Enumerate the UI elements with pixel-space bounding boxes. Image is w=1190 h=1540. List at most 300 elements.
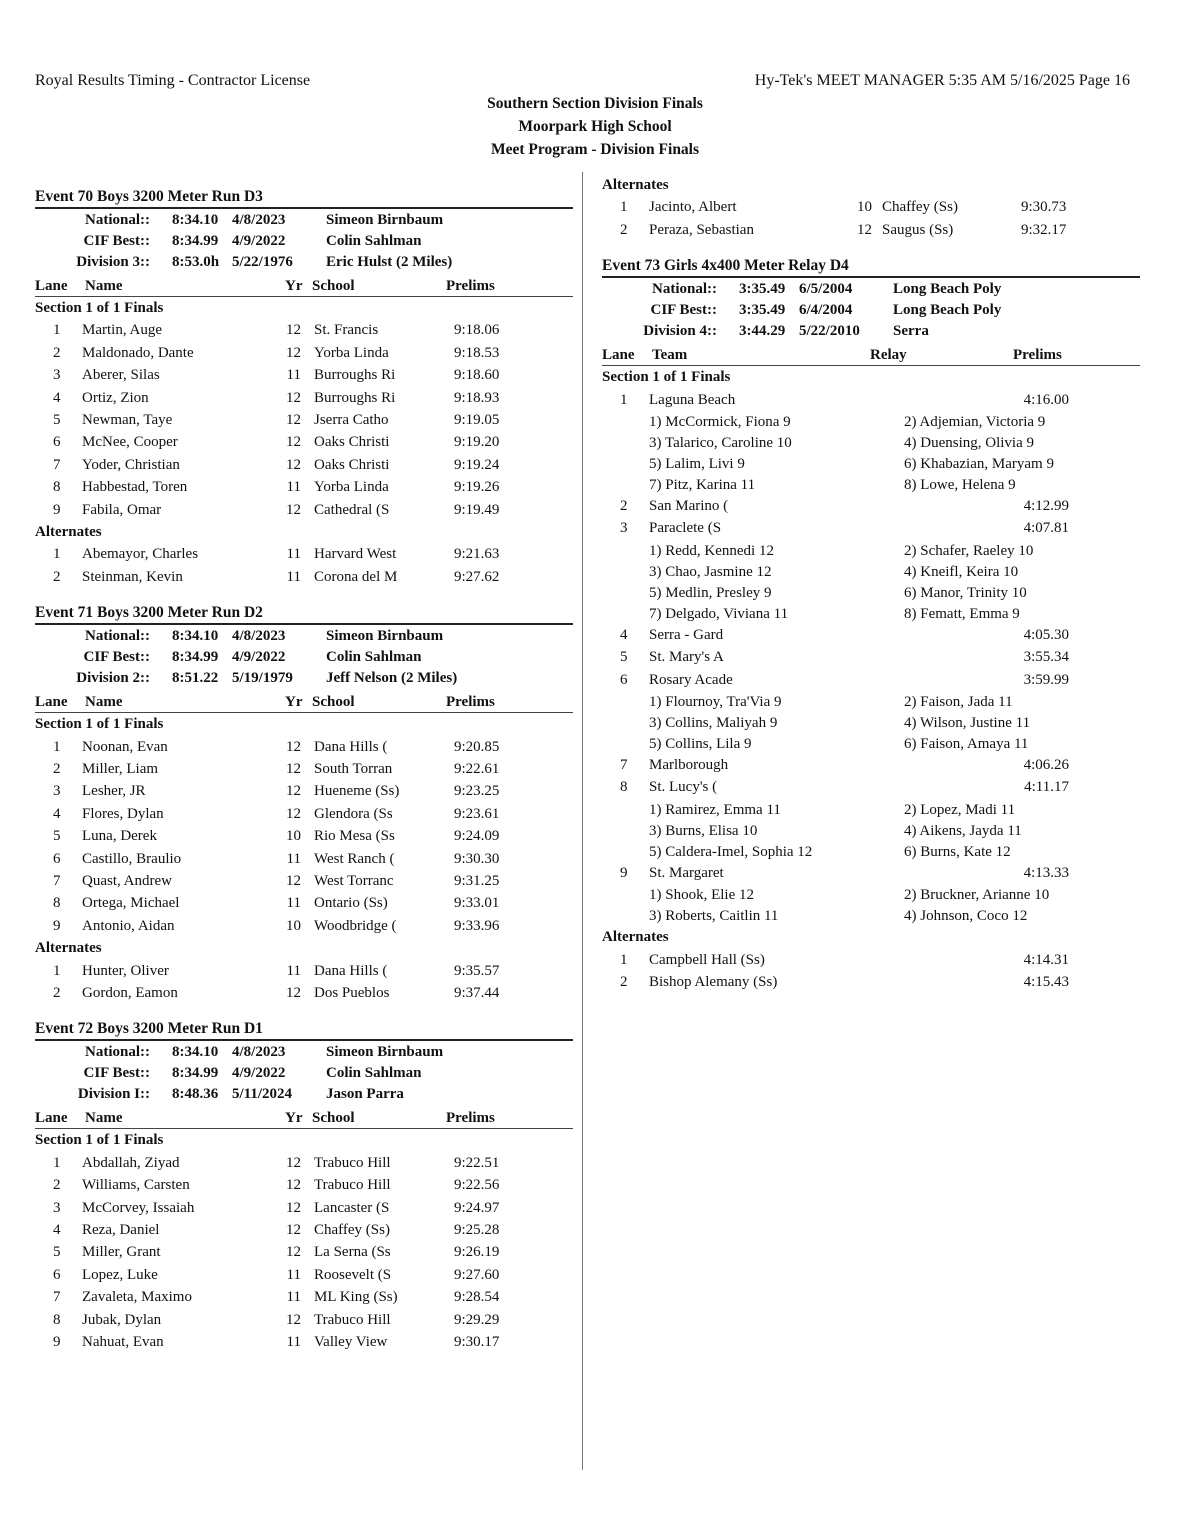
prelim-time: 4:05.30 <box>1023 626 1069 643</box>
team-name: St. Mary's A <box>649 649 724 666</box>
athlete-year: 12 <box>286 873 301 889</box>
athlete-year: 10 <box>857 199 872 216</box>
athlete-name: Peraza, Sebastian <box>649 221 754 238</box>
athlete-year: 12 <box>286 389 301 406</box>
header-rule <box>35 712 573 713</box>
relay-leg: 2) Schafer, Raeley 10 <box>904 542 1034 559</box>
record-date: 4/9/2022 <box>232 649 286 666</box>
record-label: Division 4:: <box>643 323 717 340</box>
prelim-time: 9:18.06 <box>454 322 500 339</box>
school-header: School <box>312 278 355 294</box>
school-name: Chaffey (Ss) <box>314 1222 390 1238</box>
athlete-year: 12 <box>286 1244 301 1261</box>
relay-header: Relay <box>870 347 907 364</box>
team-name: Campbell Hall (Ss) <box>649 951 765 968</box>
athlete-name: Ortiz, Zion <box>82 389 149 406</box>
prelim-time: 9:35.57 <box>454 962 500 979</box>
athlete-year: 12 <box>286 501 301 518</box>
relay-leg: 2) Lopez, Madi 11 <box>904 801 1016 818</box>
record-time: 3:35.49 <box>739 302 786 319</box>
lane-number: 1 <box>53 322 61 339</box>
prelim-time: 9:22.51 <box>454 1154 500 1171</box>
header-rule <box>35 1128 573 1129</box>
athlete-name: Aberer, Silas <box>82 367 160 384</box>
athlete-name: Abemayor, Charles <box>82 546 199 563</box>
school-name: Burroughs Ri <box>314 367 396 384</box>
lane-header: Lane <box>35 694 68 711</box>
lane-number: 5 <box>620 649 628 666</box>
prelim-time: 9:33.01 <box>454 895 500 912</box>
record-time: 8:34.99 <box>172 649 219 666</box>
prelim-time: 4:12.99 <box>1023 498 1069 514</box>
prelim-time: 9:26.19 <box>454 1244 500 1261</box>
school-name: Oaks Christi <box>314 434 390 451</box>
record-date: 5/19/1979 <box>232 670 293 687</box>
relay-leg: 1) McCormick, Fiona 9 <box>649 414 791 430</box>
lane-number: 2 <box>620 221 628 238</box>
school-name: Trabuco Hill <box>314 1177 391 1194</box>
relay-leg: 1) Redd, Kennedi 12 <box>649 542 774 559</box>
prelims-header: Prelims <box>446 278 495 294</box>
record-date: 4/8/2023 <box>232 212 286 228</box>
lane-number: 2 <box>620 974 628 990</box>
prelim-time: 4:11.17 <box>1024 779 1069 796</box>
school-name: St. Francis <box>314 322 379 339</box>
team-name: Bishop Alemany (Ss) <box>649 974 778 990</box>
team-name: San Marino ( <box>649 498 729 514</box>
team-name: St. Lucy's ( <box>649 779 718 796</box>
athlete-name: Maldonado, Dante <box>82 344 194 361</box>
school-name: Chaffey (Ss) <box>882 199 958 216</box>
relay-leg: 3) Burns, Elisa 10 <box>649 822 758 839</box>
record-label: National:: <box>652 281 717 298</box>
school-name: ML King (Ss) <box>314 1289 398 1306</box>
team-name: Marlborough <box>649 757 729 773</box>
school-name: Valley View <box>314 1334 388 1350</box>
header-rule <box>602 365 1140 366</box>
record-time: 8:34.99 <box>172 1065 219 1082</box>
lane-number: 6 <box>53 1266 61 1283</box>
athlete-name: Yoder, Christian <box>82 456 180 473</box>
lane-number: 9 <box>53 917 61 934</box>
school-name: Burroughs Ri <box>314 389 396 406</box>
school-name: West Torranc <box>314 873 394 889</box>
team-name: St. Margaret <box>649 864 724 881</box>
record-holder: Eric Hulst (2 Miles) <box>326 254 453 270</box>
relay-leg: 4) Wilson, Justine 11 <box>904 715 1031 731</box>
school-name: Harvard West <box>314 546 397 563</box>
lane-number: 8 <box>53 479 61 496</box>
relay-leg: 8) Lowe, Helena 9 <box>904 477 1016 493</box>
record-holder: Long Beach Poly <box>893 302 1002 319</box>
alternates-label: Alternates <box>602 929 669 946</box>
school-name: Trabuco Hill <box>314 1154 391 1171</box>
alternates-label: Alternates <box>35 940 102 957</box>
school-name: Woodbridge ( <box>314 917 397 934</box>
event-rule <box>35 207 573 209</box>
alternates-label: Alternates <box>602 177 669 193</box>
record-time: 8:48.36 <box>172 1086 219 1103</box>
record-label: National:: <box>85 212 150 228</box>
athlete-year: 12 <box>286 1222 301 1238</box>
relay-leg: 2) Bruckner, Arianne 10 <box>904 887 1050 904</box>
prelim-time: 9:23.61 <box>454 805 500 822</box>
lane-number: 4 <box>53 805 61 822</box>
school-name: Oaks Christi <box>314 456 390 473</box>
team-name: Paraclete (S <box>649 520 722 537</box>
lane-number: 2 <box>53 344 61 361</box>
athlete-year: 11 <box>286 568 301 585</box>
lane-number: 6 <box>53 434 61 451</box>
prelim-time: 9:18.93 <box>454 389 500 406</box>
school-name: Glendora (Ss <box>314 805 393 822</box>
prelim-time: 9:33.96 <box>454 917 500 934</box>
athlete-name: Lesher, JR <box>82 783 146 800</box>
lane-number: 2 <box>53 568 61 585</box>
prelim-time: 3:55.34 <box>1023 649 1069 666</box>
athlete-name: Habbestad, Toren <box>82 479 188 496</box>
athlete-year: 12 <box>286 985 301 1001</box>
athlete-name: Nahuat, Evan <box>82 1334 164 1350</box>
lane-number: 7 <box>53 456 61 473</box>
lane-number: 8 <box>620 779 628 796</box>
relay-leg: 6) Burns, Kate 12 <box>904 843 1011 860</box>
lane-number: 3 <box>53 1199 61 1216</box>
team-name: Serra - Gard <box>649 626 724 643</box>
athlete-name: Gordon, Eamon <box>82 985 178 1001</box>
athlete-year: 12 <box>286 805 301 822</box>
relay-leg: 7) Pitz, Karina 11 <box>649 477 756 493</box>
athlete-year: 12 <box>286 434 301 451</box>
lane-number: 1 <box>620 391 628 408</box>
record-holder: Jeff Nelson (2 Miles) <box>326 670 458 687</box>
team-name: Rosary Acade <box>649 671 733 688</box>
prelims-header: Prelims <box>1013 347 1062 364</box>
lane-number: 4 <box>53 389 61 406</box>
name-header: Name <box>85 694 123 711</box>
athlete-name: McNee, Cooper <box>82 434 178 451</box>
relay-leg: 5) Collins, Lila 9 <box>649 736 752 752</box>
athlete-year: 12 <box>857 221 872 238</box>
lane-number: 4 <box>53 1222 61 1238</box>
relay-leg: 6) Khabazian, Maryam 9 <box>904 456 1054 472</box>
relay-leg: 4) Duensing, Olivia 9 <box>904 435 1034 451</box>
prelim-time: 9:25.28 <box>454 1222 500 1238</box>
prelim-time: 9:18.60 <box>454 367 500 384</box>
school-name: Lancaster (S <box>314 1199 390 1216</box>
athlete-year: 11 <box>286 850 301 867</box>
record-holder: Colin Sahlman <box>326 233 422 249</box>
lane-number: 5 <box>53 828 61 845</box>
record-date: 4/9/2022 <box>232 1065 286 1082</box>
prelim-time: 9:27.60 <box>454 1266 500 1283</box>
athlete-name: Newman, Taye <box>82 412 173 428</box>
athlete-name: Antonio, Aidan <box>82 917 175 934</box>
column-divider <box>582 172 583 1470</box>
record-label: Division 2:: <box>76 670 150 687</box>
section-label: Section 1 of 1 Finals <box>35 716 164 733</box>
relay-leg: 3) Roberts, Caitlin 11 <box>649 908 779 925</box>
prelim-time: 9:19.26 <box>454 479 500 496</box>
prelim-time: 9:22.56 <box>454 1177 500 1194</box>
lane-number: 5 <box>53 1244 61 1261</box>
athlete-year: 12 <box>286 1311 301 1328</box>
athlete-name: Fabila, Omar <box>82 501 162 518</box>
event-title: Event 73 Girls 4x400 Meter Relay D4 <box>602 257 849 275</box>
relay-leg: 8) Fematt, Emma 9 <box>904 605 1020 622</box>
lane-header: Lane <box>35 1110 68 1127</box>
athlete-year: 11 <box>286 367 301 384</box>
lane-number: 7 <box>53 873 61 889</box>
school-name: Saugus (Ss) <box>882 221 954 238</box>
relay-leg: 1) Ramirez, Emma 11 <box>649 801 781 818</box>
record-label: CIF Best:: <box>83 1065 150 1082</box>
school-name: Ontario (Ss) <box>314 895 388 912</box>
lane-number: 7 <box>53 1289 61 1306</box>
relay-leg: 3) Collins, Maliyah 9 <box>649 715 778 731</box>
relay-leg: 4) Kneifl, Keira 10 <box>904 563 1019 580</box>
record-label: National:: <box>85 1044 150 1061</box>
prelim-time: 9:18.53 <box>454 344 500 361</box>
yr-header: Yr <box>285 278 303 294</box>
school-name: Cathedral (S <box>314 501 390 518</box>
school-name: South Torran <box>314 761 393 777</box>
athlete-year: 12 <box>286 322 301 339</box>
relay-leg: 2) Faison, Jada 11 <box>904 694 1013 710</box>
athlete-year: 12 <box>286 761 301 777</box>
athlete-name: Noonan, Evan <box>82 738 168 755</box>
record-label: Division 3:: <box>76 254 150 270</box>
prelim-time: 9:19.20 <box>454 434 500 451</box>
program-title: Meet Program - Division Finals <box>490 141 700 158</box>
prelim-time: 4:07.81 <box>1023 520 1069 537</box>
athlete-year: 10 <box>286 917 301 934</box>
record-time: 8:53.0h <box>172 254 220 270</box>
lane-number: 3 <box>620 520 628 537</box>
athlete-name: Quast, Andrew <box>82 873 172 889</box>
lane-header: Lane <box>602 347 635 364</box>
athlete-year: 12 <box>286 1154 301 1171</box>
school-name: Roosevelt (S <box>314 1266 392 1283</box>
record-holder: Serra <box>893 323 929 340</box>
athlete-name: Castillo, Braulio <box>82 850 182 867</box>
lane-number: 4 <box>620 626 628 643</box>
prelim-time: 9:19.49 <box>454 501 500 518</box>
athlete-year: 11 <box>286 1334 301 1350</box>
relay-leg: 6) Faison, Amaya 11 <box>904 736 1029 752</box>
record-holder: Colin Sahlman <box>326 1065 422 1082</box>
prelim-time: 9:30.30 <box>454 850 500 867</box>
lane-number: 9 <box>53 501 61 518</box>
prelim-time: 3:59.99 <box>1023 671 1069 688</box>
lane-number: 3 <box>53 367 61 384</box>
header-rule <box>35 296 573 297</box>
athlete-name: Miller, Liam <box>82 761 159 777</box>
event-title: Event 71 Boys 3200 Meter Run D2 <box>35 604 263 622</box>
name-header: Name <box>85 1110 123 1127</box>
section-label: Section 1 of 1 Finals <box>602 369 731 386</box>
record-holder: Simeon Birnbaum <box>326 212 444 228</box>
record-label: National:: <box>85 628 150 645</box>
record-holder: Simeon Birnbaum <box>326 1044 444 1061</box>
school-name: Dana Hills ( <box>314 962 388 979</box>
event-title: Event 70 Boys 3200 Meter Run D3 <box>35 188 263 205</box>
record-time: 3:44.29 <box>739 323 786 340</box>
lane-number: 1 <box>620 199 628 216</box>
athlete-year: 10 <box>286 828 301 845</box>
record-time: 3:35.49 <box>739 281 786 298</box>
prelim-time: 9:24.97 <box>454 1199 500 1216</box>
athlete-year: 12 <box>286 412 301 428</box>
relay-leg: 6) Manor, Trinity 10 <box>904 584 1027 601</box>
prelims-header: Prelims <box>446 1110 495 1127</box>
event-rule <box>35 1039 573 1041</box>
athlete-name: Zavaleta, Maximo <box>82 1289 192 1306</box>
relay-leg: 5) Medlin, Presley 9 <box>649 584 772 601</box>
name-header: Name <box>85 278 123 294</box>
license-label: Royal Results Timing - Contractor License <box>35 72 311 89</box>
school-name: Dos Pueblos <box>314 985 390 1001</box>
school-name: La Serna (Ss <box>314 1244 391 1261</box>
athlete-name: Steinman, Kevin <box>82 568 183 585</box>
school-name: Yorba Linda <box>314 479 389 496</box>
meet-title: Southern Section Division Finals <box>487 95 703 112</box>
lane-number: 9 <box>53 1334 61 1350</box>
record-date: 4/8/2023 <box>232 628 286 645</box>
prelim-time: 9:27.62 <box>454 568 500 585</box>
relay-leg: 4) Johnson, Coco 12 <box>904 908 1028 925</box>
prelim-time: 9:19.24 <box>454 456 500 473</box>
record-time: 8:51.22 <box>172 670 219 687</box>
event-rule <box>35 623 573 625</box>
school-name: Trabuco Hill <box>314 1311 391 1328</box>
record-label: Division I:: <box>77 1086 150 1103</box>
relay-leg: 1) Flournoy, Tra'Via 9 <box>649 694 782 710</box>
prelim-time: 9:22.61 <box>454 761 500 777</box>
prelim-time: 4:13.33 <box>1023 864 1069 881</box>
prelim-time: 4:06.26 <box>1023 757 1069 773</box>
relay-leg: 2) Adjemian, Victoria 9 <box>904 414 1046 430</box>
prelim-time: 9:30.17 <box>454 1334 500 1350</box>
record-label: CIF Best:: <box>83 649 150 666</box>
event-title: Event 72 Boys 3200 Meter Run D1 <box>35 1020 263 1038</box>
lane-number: 1 <box>620 951 628 968</box>
relay-leg: 1) Shook, Elie 12 <box>649 887 754 904</box>
record-date: 5/22/2010 <box>799 323 860 340</box>
lane-number: 1 <box>53 546 61 563</box>
school-name: Corona del M <box>314 568 398 585</box>
lane-number: 6 <box>620 671 628 688</box>
alternates-label: Alternates <box>35 524 102 540</box>
school-header: School <box>312 694 355 711</box>
record-label: CIF Best:: <box>83 233 150 249</box>
venue-title: Moorpark High School <box>518 118 672 135</box>
prelims-header: Prelims <box>446 694 495 711</box>
lane-number: 2 <box>53 761 61 777</box>
athlete-name: McCorvey, Issaiah <box>82 1199 195 1216</box>
record-holder: Jason Parra <box>326 1086 404 1103</box>
school-name: Yorba Linda <box>314 344 389 361</box>
record-label: CIF Best:: <box>650 302 717 319</box>
athlete-name: Lopez, Luke <box>82 1266 158 1283</box>
prelim-time: 4:16.00 <box>1023 391 1069 408</box>
athlete-name: Martin, Auge <box>82 322 162 339</box>
athlete-year: 12 <box>286 456 301 473</box>
record-date: 5/22/1976 <box>232 254 293 270</box>
lane-header: Lane <box>35 278 68 294</box>
athlete-year: 12 <box>286 344 301 361</box>
school-name: Hueneme (Ss) <box>314 783 400 800</box>
athlete-name: Williams, Carsten <box>82 1177 190 1194</box>
lane-number: 2 <box>53 985 61 1001</box>
relay-leg: 5) Caldera-Imel, Sophia 12 <box>649 843 813 860</box>
prelim-time: 9:23.25 <box>454 783 500 800</box>
record-date: 6/5/2004 <box>799 281 853 298</box>
record-holder: Simeon Birnbaum <box>326 628 444 645</box>
relay-leg: 5) Lalim, Livi 9 <box>649 456 745 472</box>
athlete-name: Reza, Daniel <box>82 1222 160 1238</box>
athlete-name: Hunter, Oliver <box>82 962 169 979</box>
prelim-time: 9:24.09 <box>454 828 500 845</box>
prelim-time: 9:29.29 <box>454 1311 500 1328</box>
athlete-year: 12 <box>286 783 301 800</box>
school-header: School <box>312 1110 355 1127</box>
record-date: 6/4/2004 <box>799 302 853 319</box>
school-name: Rio Mesa (Ss <box>314 828 395 845</box>
athlete-name: Luna, Derek <box>82 828 157 845</box>
prelim-time: 9:37.44 <box>454 985 500 1001</box>
lane-number: 2 <box>53 1177 61 1194</box>
prelim-time: 9:30.73 <box>1021 199 1067 216</box>
record-time: 8:34.10 <box>172 1044 219 1061</box>
athlete-year: 11 <box>286 895 301 912</box>
lane-number: 3 <box>53 783 61 800</box>
record-time: 8:34.99 <box>172 233 219 249</box>
prelim-time: 9:31.25 <box>454 873 500 889</box>
lane-number: 8 <box>53 1311 61 1328</box>
relay-leg: 7) Delgado, Viviana 11 <box>649 605 789 622</box>
athlete-name: Miller, Grant <box>82 1244 161 1261</box>
record-time: 8:34.10 <box>172 628 219 645</box>
prelim-time: 9:32.17 <box>1021 221 1067 238</box>
lane-number: 8 <box>53 895 61 912</box>
record-date: 4/9/2022 <box>232 233 286 249</box>
athlete-name: Abdallah, Ziyad <box>82 1154 180 1171</box>
athlete-name: Flores, Dylan <box>82 805 164 822</box>
school-name: West Ranch ( <box>314 850 395 867</box>
lane-number: 1 <box>53 738 61 755</box>
lane-number: 9 <box>620 864 628 881</box>
lane-number: 6 <box>53 850 61 867</box>
athlete-year: 11 <box>286 546 301 563</box>
yr-header: Yr <box>285 1110 303 1127</box>
athlete-year: 11 <box>286 962 301 979</box>
athlete-year: 11 <box>286 479 301 496</box>
record-date: 5/11/2024 <box>232 1086 293 1103</box>
school-name: Jserra Catho <box>314 412 389 428</box>
prelim-time: 9:20.85 <box>454 738 500 755</box>
prelim-time: 9:21.63 <box>454 546 500 563</box>
section-label: Section 1 of 1 Finals <box>35 300 164 316</box>
event-rule <box>602 276 1140 278</box>
athlete-year: 12 <box>286 1177 301 1194</box>
team-name: Laguna Beach <box>649 391 736 408</box>
record-time: 8:34.10 <box>172 212 219 228</box>
software-timestamp: Hy-Tek's MEET MANAGER 5:35 AM 5/16/2025 Page 16 <box>754 72 1130 89</box>
athlete-name: Jubak, Dylan <box>82 1311 162 1328</box>
yr-header: Yr <box>285 694 303 711</box>
lane-number: 1 <box>53 1154 61 1171</box>
